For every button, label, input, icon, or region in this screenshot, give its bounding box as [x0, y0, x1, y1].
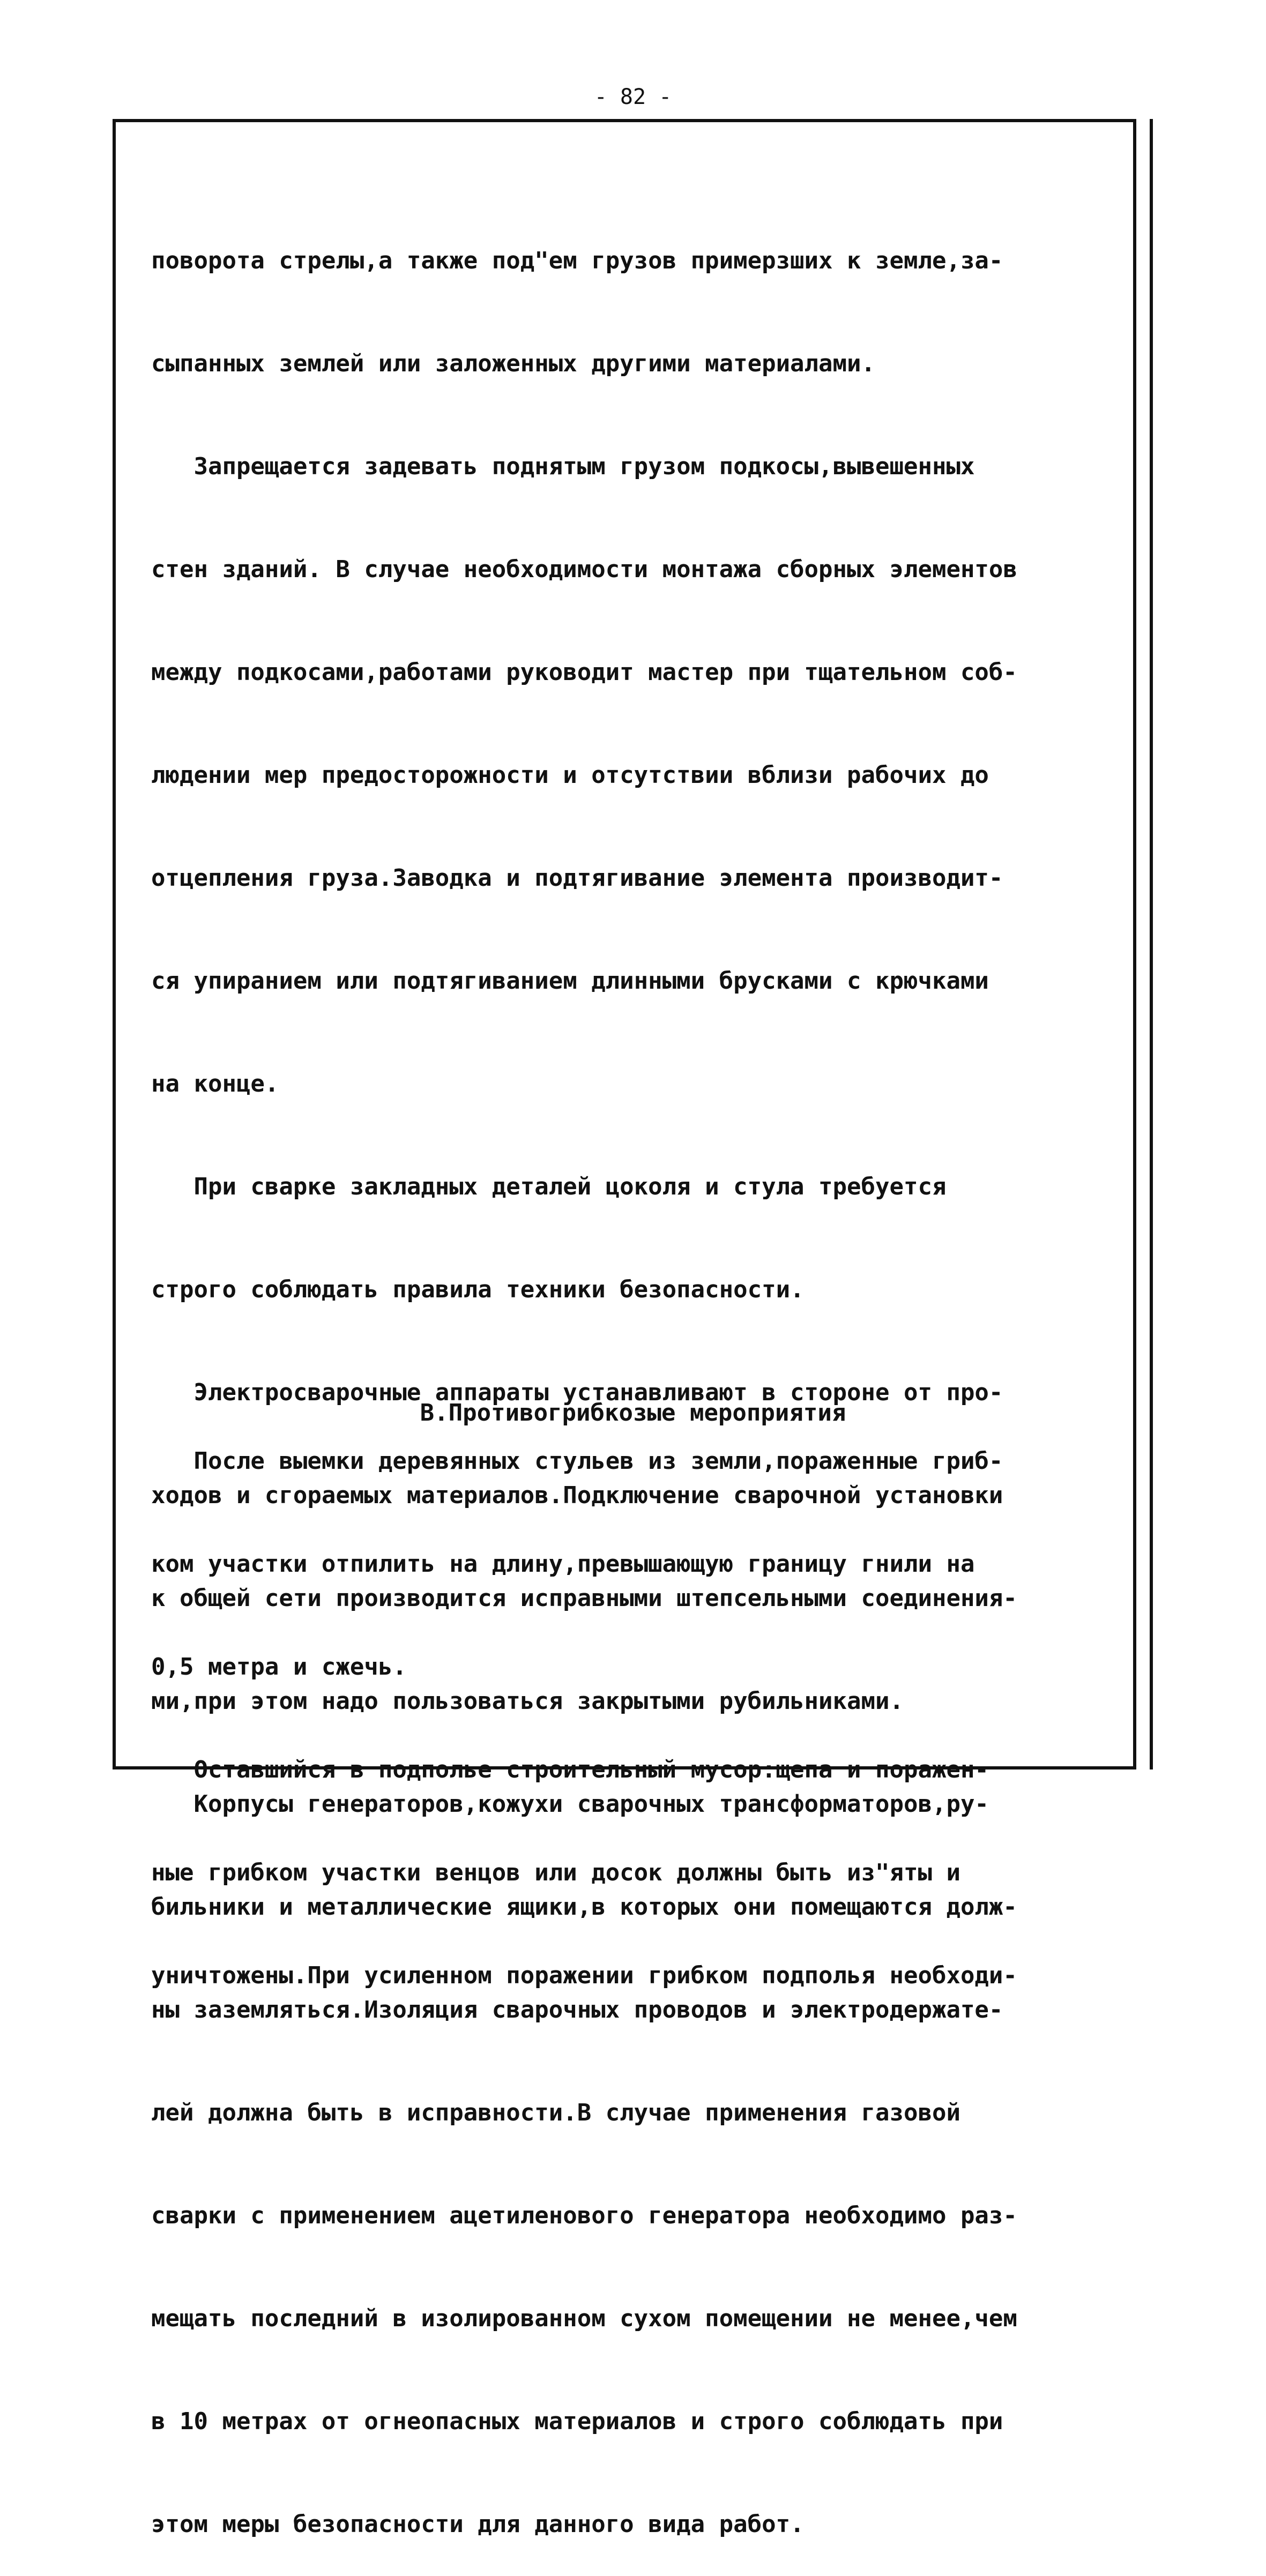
text-line: ся упиранием или подтягиванием длинными брусками с крючками: [151, 967, 989, 995]
text-line: в 10 метрах от огнеопасных материалов и строго соблюдать при: [151, 2408, 1003, 2435]
text-line: Корпусы генераторов,кожухи сварочных трансформаторов,ру-: [151, 1790, 989, 1818]
text-line: ные грибком участки венцов или досок должны быть из"яты и: [151, 1859, 960, 1886]
text-line: отцепления груза.Заводка и подтягивание элемента производит-: [151, 864, 1003, 892]
text-line: людении мер предосторожности и отсутствии вблизи рабочих до: [151, 761, 989, 789]
text-line: поворота стрелы,а также под"ем грузов примерзших к земле,за-: [151, 247, 1003, 274]
text-line: ны заземляться.Изоляция сварочных проводов и электродержате-: [151, 1996, 1003, 2024]
text-line: ходов и сгораемых материалов.Подключение сварочной установки: [151, 1482, 1003, 1509]
text-line: к общей сети производится исправными штепсельными соединения-: [151, 1585, 1017, 1612]
text-line: между подкосами,работами руководит мастер при тщательном соб-: [151, 659, 1017, 686]
text-line: стен зданий. В случае необходимости монтажа сборных элементов: [151, 556, 1017, 583]
text-line: ми,при этом надо пользоваться закрытыми рубильниками.: [151, 1688, 904, 1715]
text-line: на конце.: [151, 1070, 279, 1097]
body-text-continued: [151, 1383, 1140, 2027]
text-line: лей должна быть в исправности.В случае применения газовой: [151, 2099, 960, 2126]
text-line: этом меры безопасности для данного вида работ.: [151, 2511, 805, 2538]
page-number: - 82 -: [594, 85, 672, 109]
text-line: мещать последний в изолированном сухом помещении не менее,чем: [151, 2305, 1017, 2332]
text-line: уничтожены.При усиленном поражении грибком подполья необходи-: [151, 1962, 1017, 1989]
text-line: ком участки отпилить на длину,превышающую границу гнили на: [151, 1550, 975, 1578]
heading-text: В.Противогрибкозые мероприятия: [420, 1399, 846, 1427]
text-line: Оставшийся в подполье строительный мусор:щепа и поражен-: [151, 1756, 989, 1783]
text-line: сварки с применением ацетиленового генератора необходимо раз-: [151, 2202, 1017, 2229]
text-line: После выемки деревянных стульев из земли,пораженные гриб-: [151, 1447, 1003, 1475]
text-line: бильники и металлические ящики,в которых они помещаются долж-: [151, 1893, 1017, 1921]
text-line: сыпанных землей или заложенных другими материалами.: [151, 350, 876, 377]
text-line: строго соблюдать правила техники безопасности.: [151, 1276, 805, 1303]
text-line: 0,5 метра и сжечь.: [151, 1653, 407, 1681]
text-line: При сварке закладных деталей цоколя и стула требуется: [151, 1173, 947, 1200]
text-line: Запрещается задевать поднятым грузом подкосы,вывешенных: [151, 453, 975, 480]
frame-right-rule: [1150, 119, 1153, 1769]
text-line: Электросварочные аппараты устанавливают в стороне от про-: [151, 1379, 1003, 1406]
